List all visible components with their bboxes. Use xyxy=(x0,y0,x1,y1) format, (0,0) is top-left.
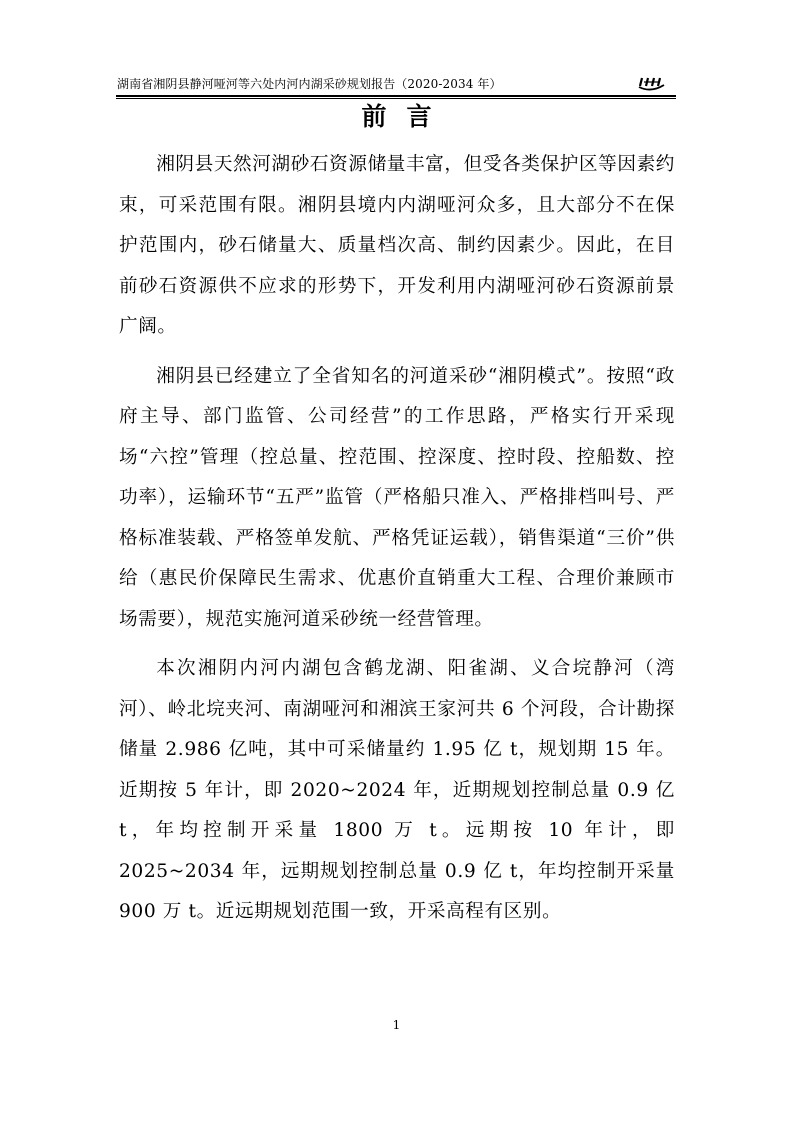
header-rule xyxy=(116,95,676,97)
running-header: 湖南省湘阴县静河哑河等六处内河内湖采砂规划报告（2020-2034 年） xyxy=(117,77,502,91)
page-title: 前言 xyxy=(361,102,452,131)
paragraph: 本次湘阴内河内湖包含鹤龙湖、阳雀湖、义合垸静河（湾河）、岭北垸夹河、南湖哑河和湘滨王家河共 6 个河段，合计勘探储量 2.986 亿吨，其中可采储量约 1.95 亿 t，规划期 15 年。近期按 5 年计，即 2020~2024 年，近期规划控制总量 0.9 亿 t，年均控制开采量 1800 万 t。远期按 10 年计，即 2025~2034 年，远期规划控制总量 0.9 亿 t，年均控制开采量 900 万 t。近远期规划范围一致，开采高程有区别。 xyxy=(119,658,675,922)
page-number: 1 xyxy=(392,1018,401,1032)
header-rule-thin xyxy=(116,98,676,99)
company-logo-icon xyxy=(636,74,666,92)
body-text xyxy=(119,145,675,942)
paragraph: 湘阴县天然河湖砂石资源储量丰富，但受各类保护区等因素约束，可采范围有限。湘阴县境内内湖哑河众多，且大部分不在保护范围内，砂石储量大、质量档次高、制约因素少。因此，在目前砂石资源供不应求的形势下，开发利用内湖哑河砂石资源前景广阔。 xyxy=(119,154,675,337)
paragraph: 湘阴县已经建立了全省知名的河道采砂“湘阴模式”。按照“政府主导、部门监管、公司经营”的工作思路，严格实行开采现场“六控”管理（控总量、控范围、控深度、控时段、控船数、控功率），运输环节“五严”监管（严格船只准入、严格排档叫号、严格标准装载、严格签单发航、严格凭证运载），销售渠道“三价”供给（惠民价保障民生需求、优惠价直销重大工程、合理价兼顾市场需要），规范实施河道采砂统一经营管理。 xyxy=(119,365,675,630)
